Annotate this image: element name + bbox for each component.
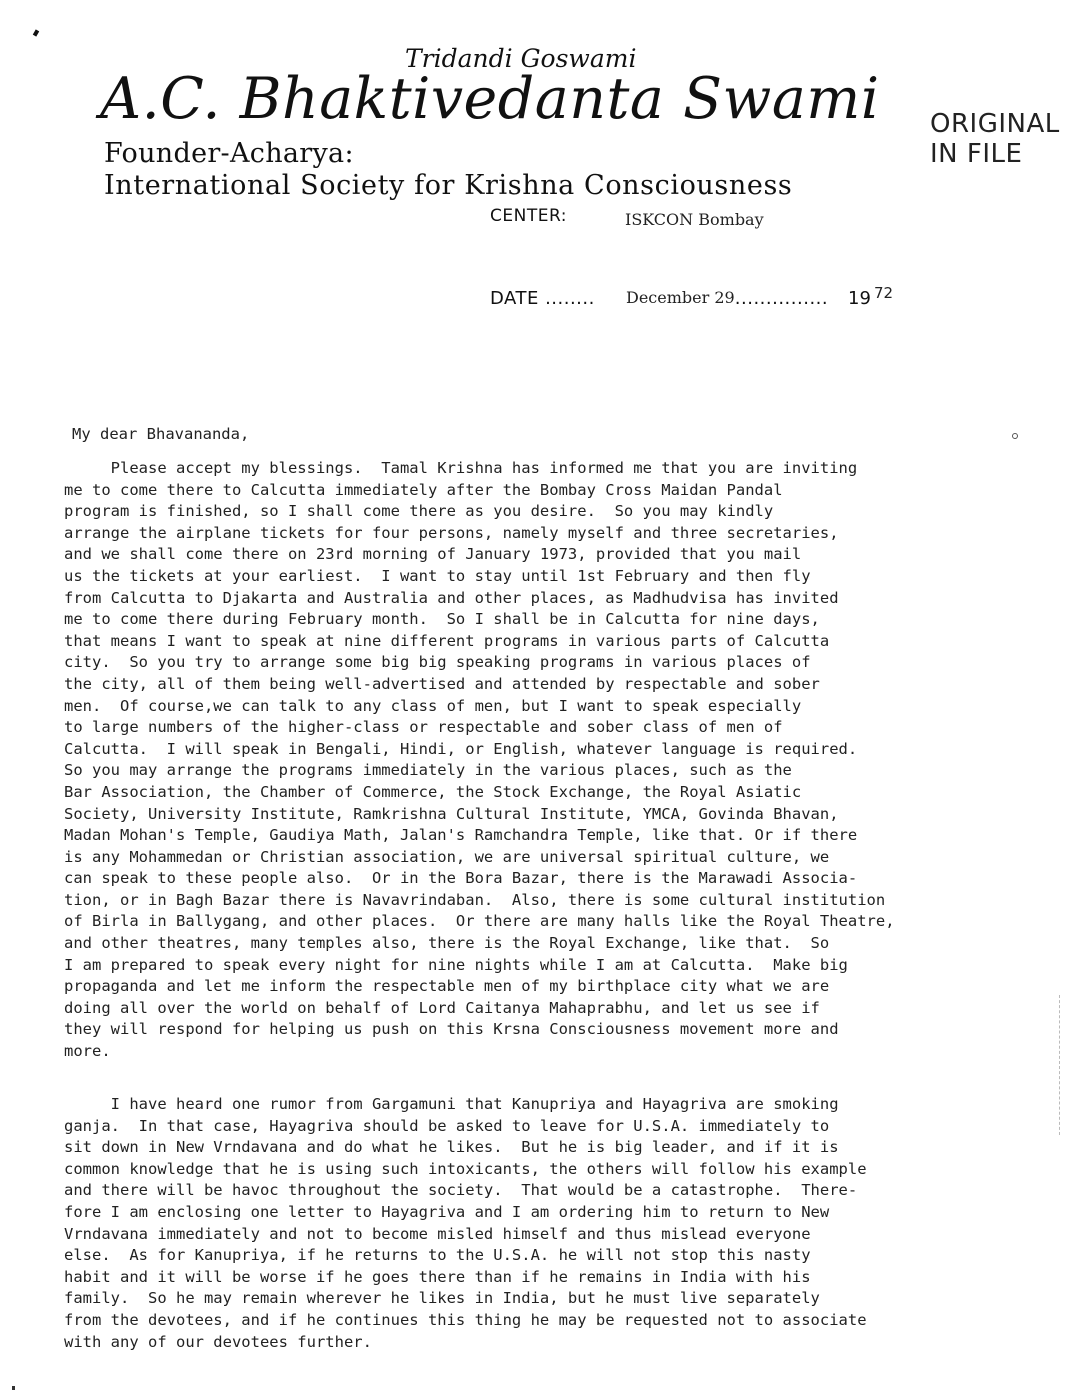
- scan-speck: [12, 1386, 15, 1390]
- founder-label: Founder-Acharya:: [104, 138, 354, 169]
- letterhead-name: A.C. Bhaktivedanta Swami: [100, 66, 880, 132]
- date-dots-before: ........: [545, 288, 595, 309]
- original-in-file-stamp: [930, 109, 1060, 169]
- scan-speck: [33, 29, 39, 36]
- year-prefix: 19: [848, 288, 871, 309]
- salutation: My dear Bhavananda,: [72, 425, 250, 443]
- title-small: Tridandi Goswami: [405, 44, 637, 73]
- center-label: CENTER:: [490, 206, 567, 226]
- center-value: ISKCON Bombay: [625, 210, 764, 229]
- date-label: DATE: [490, 288, 539, 309]
- scan-speck: [1012, 433, 1018, 439]
- scan-edge-mark: [1059, 995, 1061, 1135]
- stamp-line-1: ORIGINAL: [930, 109, 1060, 139]
- letter-paragraph-1: Please accept my blessings. Tamal Krishna has informed me that you are inviting me to come there to Calcutta immediately after the Bombay Cross Maidan Pandal program is finished, so I shall come there as you desire. So you may kindly arrange the airplane tickets for four persons, namely myself and three secretaries, and we shall come there on 23rd morning of January 1973, provided that you mail us the tickets at your earliest. I want to stay until 1st February and then fly from Calcutta to Djakarta and Australia and other places, as Madhudvisa has invited me to come there during February month. So I shall be in Calcutta for nine days, that means I want to speak at nine different programs in various parts of Calcutta city. So you try to arrange some big big speaking programs in various places of the city, all of them being well-advertised and attended by respectable and sober men. Of course,we can talk to any class of men, but I want to speak especially to large numbers of the higher-class or respectable and sober class of men of Calcutta. I will speak in Bengali, Hindi, or English, whatever language is required. So you may arrange the programs immediately in the various places, such as the Bar Association, the Chamber of Commerce, the Stock Exchange, the Royal Asiatic Society, University Institute, Ramkrishna Cultural Institute, YMCA, Govinda Bhavan, Madan Mohan's Temple, Gaudiya Math, Jalan's Ramchandra Temple, like that. Or if there is any Mohammedan or Christian association, we are universal spiritual culture, we can speak to these people also. Or in the Bora Bazar, there is the Marawadi Associa- tion, or in Bagh Bazar there is Navavrindaban. Also, there is some cultural institution of Birla in Ballygang, and other places. Or there are many halls like the Royal Theatre, and other theatres, many temples also, there is the Royal Exchange, like that. So I am prepared to speak every night for nine nights while I am at Calcutta. Make big propaganda and let me inform the respectable men of my birthplace city what we are doing all over the world on behalf of Lord Caitanya Mahaprabhu, and let us see if they will respond for helping us push on this Krsna Consciousness movement more and more.: [64, 459, 895, 1061]
- stamp-line-2: IN FILE: [930, 139, 1023, 169]
- date-dots-after: ...............: [734, 288, 829, 309]
- date-value: December 29: [626, 288, 735, 307]
- year-suffix: 72: [874, 284, 894, 302]
- letter-paragraph-2: I have heard one rumor from Gargamuni that Kanupriya and Hayagriva are smoking ganja. In that case, Hayagriva should be asked to leave for U.S.A. immediately to sit down in New Vrndavana and do what he likes. But he is big leader, and if it is common knowledge that he is using such intoxicants, the others will follow his example and there will be havoc throughout the society. That would be a catastrophe. There- fore I am enclosing one letter to Hayagriva and I am ordering him to return to New Vrndavana immediately and not to become misled himself and thus mislead everyone else. As for Kanupriya, if he returns to the U.S.A. he will not stop this nasty habit and it will be worse if he goes there than if he remains in India with his family. So he may remain wherever he likes in India, but he must live separately from the devotees, and if he continues this thing he may be requested not to associate with any of our devotees further.: [64, 1095, 867, 1351]
- society-name: International Society for Krishna Consciousness: [104, 170, 793, 201]
